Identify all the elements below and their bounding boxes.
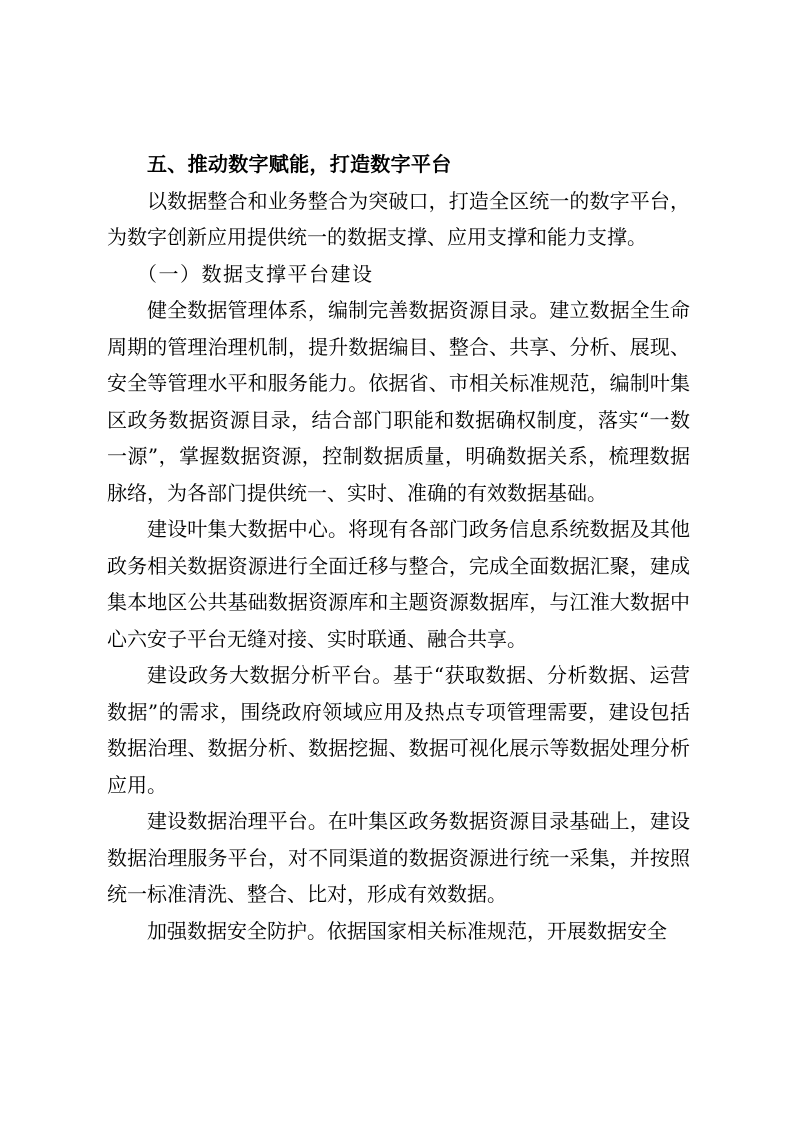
intro-paragraph: 以数据整合和业务整合为突破口，打造全区统一的数字平台，为数字创新应用提供统一的数据支撑、应用支撑和能力支撑。 bbox=[107, 188, 690, 249]
paragraph-data-management: 健全数据管理体系，编制完善数据资源目录。建立数据全生命周期的管理治理机制，提升数据编目、整合、共享、分析、展现、安全等管理水平和服务能力。依据省、市相关标准规范，编制叶集区政务数据资源目录，结合部门职能和数据确权制度，落实“一数一源”，掌握数据资源，控制数据质量，明确数据关系，梳理数据脉络，为各部门提供统一、实时、准确的有效数据基础。 bbox=[107, 298, 690, 505]
section-title: 五、推动数字赋能，打造数字平台 bbox=[147, 152, 452, 176]
paragraph-big-data-center: 建设叶集大数据中心。将现有各部门政务信息系统数据及其他政务相关数据资源进行全面迁移与整合，完成全面数据汇聚，建成集本地区公共基础数据资源库和主题资源数据库，与江淮大数据中心六安子平台无缝对接、实时联通、融合共享。 bbox=[107, 517, 690, 651]
subsection-title: （一）数据支撑平台建设 bbox=[137, 261, 374, 286]
paragraph-data-security: 加强数据安全防护。依据国家相关标准规范，开展数据安全 bbox=[147, 918, 667, 943]
document-body bbox=[107, 146, 690, 949]
paragraph-analysis-platform: 建设政务大数据分析平台。基于“获取数据、分析数据、运营数据”的需求，围绕政府领域应用及热点专项管理需要，建设包括数据治理、数据分析、数据挖掘、数据可视化展示等数据处理分析应用。 bbox=[107, 663, 690, 797]
paragraph-governance-platform: 建设数据治理平台。在叶集区政务数据资源目录基础上，建设数据治理服务平台，对不同渠道的数据资源进行统一采集，并按照统一标准清洗、整合、比对，形成有效数据。 bbox=[107, 809, 690, 906]
